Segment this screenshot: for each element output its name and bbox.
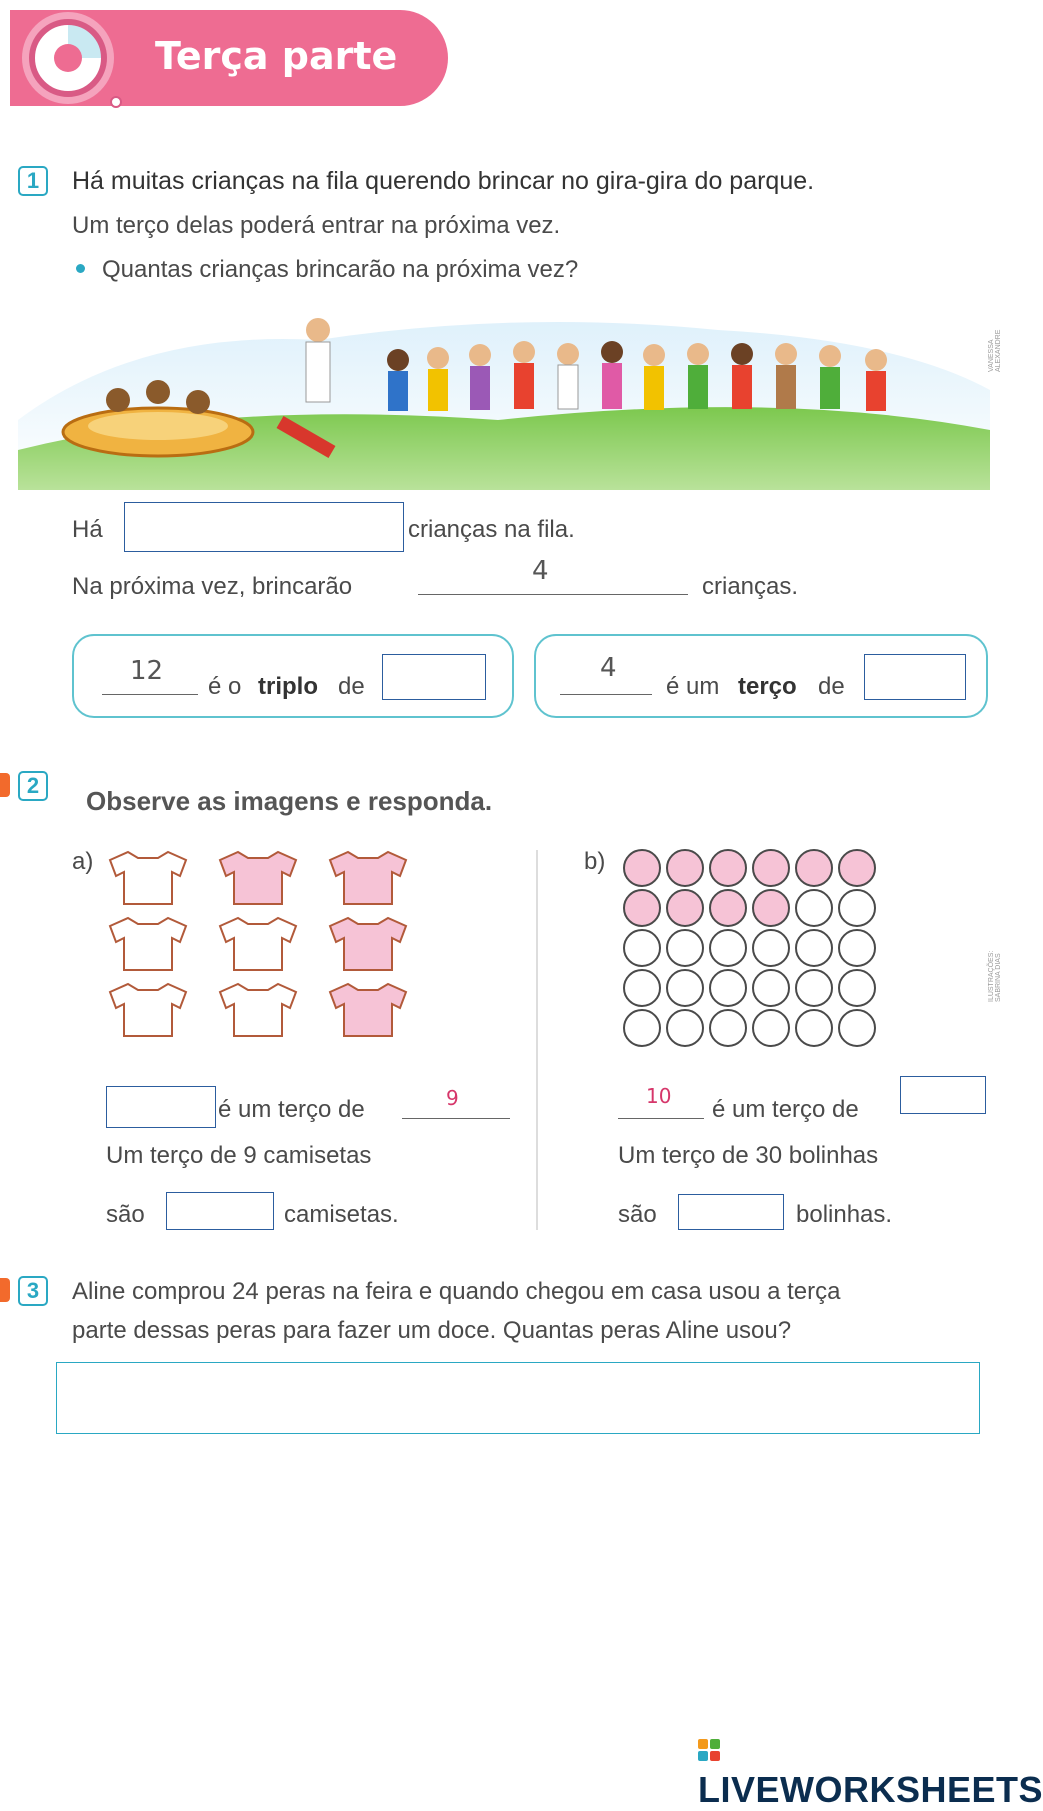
bullet-icon [76,264,85,273]
part-a-value-line [402,1118,510,1119]
triple-text-before: é o [208,673,242,700]
fill2-prefix: Na próxima vez, brincarão [72,573,353,600]
ball-circle [710,1010,746,1046]
part-a-label: a) [72,848,94,875]
question-3-number: 3 [18,1276,48,1306]
q3-answer-input[interactable] [56,1362,980,1434]
circles-grid [620,846,890,1068]
t-shirt [110,852,186,904]
ball-circle [796,1010,832,1046]
ball-circle [710,970,746,1006]
ball-circle [667,890,703,926]
t-shirt [110,918,186,970]
ball-circle [839,930,875,966]
triple-bold-word: triplo [258,673,318,700]
ball-circle [710,930,746,966]
third-text-before: é um [666,673,720,700]
ball-circle [710,850,746,886]
q3-line1: Aline comprou 24 peras na feira e quando chegou em casa usou a terça [72,1278,841,1305]
part-b-line2: Um terço de 30 bolinhas [618,1142,879,1169]
t-shirt [110,984,186,1036]
liveworksheets-icon [698,1739,720,1761]
ball-circle [710,890,746,926]
t-shirt [330,918,406,970]
column-divider [536,850,538,1230]
t-shirt [220,984,296,1036]
part-b-line3-prefix: são [618,1201,657,1228]
ball-circle [839,1010,875,1046]
q2-instruction: Observe as imagens e responda. [74,780,504,822]
part-b-handwritten-value: 10 [646,1084,672,1108]
ball-circle [839,970,875,1006]
question-2-number: 2 [18,771,48,801]
third-handwritten-value: 4 [600,653,617,683]
ball-circle [667,970,703,1006]
ball-circle [667,850,703,886]
part-b-label: b) [584,848,606,875]
triple-answer-input[interactable] [382,654,486,700]
ball-circle [753,970,789,1006]
ball-circle [667,1010,703,1046]
circles-total-input[interactable] [900,1076,986,1114]
ball-circle [839,890,875,926]
part-a-line3-prefix: são [106,1201,145,1228]
ball-circle [796,930,832,966]
clock-icon [8,6,138,110]
fill2-line [418,594,688,595]
q1-bullet-question: Quantas crianças brincarão na próxima vez? [102,256,579,283]
part-a-line2: Um terço de 9 camisetas [106,1142,372,1169]
part-b-value-line [618,1118,704,1119]
liveworksheets-logo [698,1727,1043,1811]
t-shirt [330,984,406,1036]
ball-circle [624,890,660,926]
ball-circle [796,890,832,926]
t-shirts-grid [100,846,430,1046]
third-bold-word: terço [738,673,797,700]
page-title: Terça parte [155,34,398,78]
illustration-credit: VANESSA ALEXANDRE [988,329,1002,372]
t-shirt [330,852,406,904]
fill1-suffix: crianças na fila. [408,516,575,543]
third-value-line [560,694,652,695]
orange-marker-icon [0,773,10,797]
brand-name: LIVEWORKSHEETS [698,1769,1043,1810]
t-shirt [220,852,296,904]
part-a-line1-text: é um terço de [218,1096,365,1123]
children-in-line-input[interactable] [124,502,404,552]
part-b-line1-text: é um terço de [712,1096,859,1123]
ball-circle [624,970,660,1006]
triple-handwritten-value: 12 [130,656,164,686]
q1-line1: Há muitas crianças na fila querendo brincar no gira-gira do parque. [72,167,815,195]
ball-circle [667,930,703,966]
ball-circle [753,850,789,886]
third-answer-input[interactable] [864,654,966,700]
ball-circle [624,1010,660,1046]
fill1-prefix: Há [72,516,103,543]
ball-circle [624,850,660,886]
triple-value-line [102,694,198,695]
orange-marker-icon [0,1278,10,1302]
part-a-handwritten-value: 9 [446,1086,459,1110]
circles-count-input[interactable] [678,1194,784,1230]
fill2-handwritten-value: 4 [532,556,549,586]
fill2-suffix: crianças. [702,573,799,600]
q1-line2: Um terço delas poderá entrar na próxima vez. [72,212,561,239]
third-text-after: de [818,673,845,700]
shirts-count-input[interactable] [166,1192,274,1230]
ball-circle [839,850,875,886]
question-1-number: 1 [18,166,48,196]
ball-circle [624,930,660,966]
t-shirt [220,918,296,970]
ball-circle [753,890,789,926]
shirts-third-input[interactable] [106,1086,216,1128]
illustrations-credit: ILUSTRAÇÕES: SABRINA DIAS [988,950,1002,1002]
ball-circle [753,1010,789,1046]
children-queue-illustration [18,300,990,490]
ball-circle [796,850,832,886]
ball-circle [753,930,789,966]
part-a-line3-suffix: camisetas. [284,1201,399,1228]
q3-line2: parte dessas peras para fazer um doce. Quantas peras Aline usou? [72,1317,792,1344]
part-b-line3-suffix: bolinhas. [796,1201,893,1228]
ball-circle [796,970,832,1006]
triple-text-after: de [338,673,365,700]
